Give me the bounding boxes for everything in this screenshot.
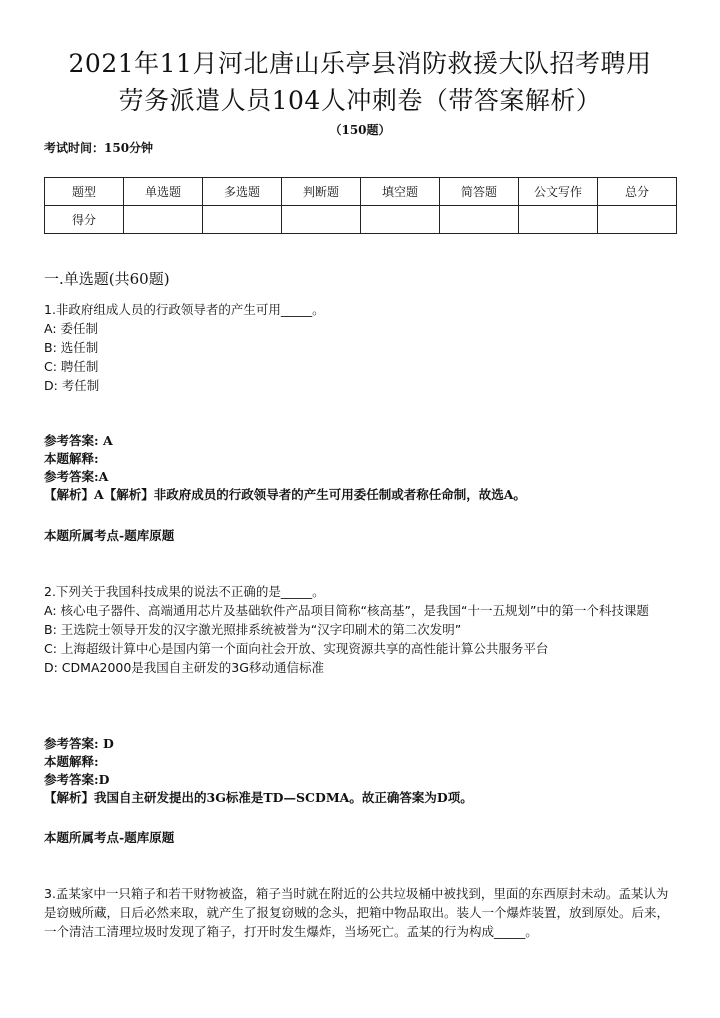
- score-input-cell[interactable]: [598, 206, 677, 234]
- analysis-label: 本题解释:: [44, 754, 99, 769]
- answer-block-2: [44, 735, 684, 807]
- score-input-cell[interactable]: [519, 206, 598, 234]
- reference-answer-repeat: 参考答案:A: [44, 469, 109, 484]
- score-cell: 题型: [45, 178, 124, 206]
- question-stem: 3.孟某家中一只箱子和若干财物被盗，箱子当时就在附近的公共垃圾桶中被找到，里面的东西原封未动。孟某认为是窃贼所藏，日后必然来取，就产生了报复窃贼的念头，把箱中物品取出。装人一个爆炸装置，放到原处。后来，一个清洁工清理垃圾时发现了箱子，打开时发生爆炸，当场死亡。孟某的行为构成_____。: [44, 886, 670, 939]
- section-title: 一.单选题(共60题): [44, 270, 170, 288]
- question-1: [44, 300, 674, 395]
- question-2: [44, 582, 674, 677]
- question-source: 本题所属考点-题库原题: [44, 528, 175, 543]
- option-c: C: 上海超级计算中心是国内第一个面向社会开放、实现资源共享的高性能计算公共服务平台: [44, 641, 549, 656]
- answer-block-1: [44, 432, 684, 504]
- option-a: A: 委任制: [44, 321, 99, 336]
- option-c: C: 聘任制: [44, 359, 99, 374]
- exam-time: 考试时间：150分钟: [44, 141, 154, 155]
- score-cell: 总分: [598, 178, 677, 206]
- score-table-score-row: [45, 206, 677, 234]
- reference-answer: 参考答案: D: [44, 736, 114, 751]
- score-table-header-row: [45, 178, 677, 206]
- question-stem: 2.下列关于我国科技成果的说法不正确的是_____。: [44, 584, 325, 599]
- score-input-cell[interactable]: [361, 206, 440, 234]
- document-title-line2: 劳务派遣人员104人冲刺卷（带答案解析）: [118, 86, 602, 115]
- question-3: [44, 884, 674, 941]
- score-table: [44, 177, 677, 234]
- score-input-cell[interactable]: [282, 206, 361, 234]
- score-cell: 单选题: [124, 178, 203, 206]
- option-b: B: 王选院士领导开发的汉字激光照排系统被誉为“汉字印刷术的第二次发明”: [44, 622, 462, 637]
- question-source: 本题所属考点-题库原题: [44, 830, 175, 845]
- question-count: （150题）: [329, 123, 391, 137]
- score-input-cell[interactable]: [124, 206, 203, 234]
- question-stem: 1.非政府组成人员的行政领导者的产生可用_____。: [44, 302, 325, 317]
- reference-answer: 参考答案: A: [44, 433, 113, 448]
- score-cell: 填空题: [361, 178, 440, 206]
- option-b: B: 选任制: [44, 340, 99, 355]
- score-cell: 简答题: [440, 178, 519, 206]
- score-input-cell[interactable]: [440, 206, 519, 234]
- score-input-cell[interactable]: [203, 206, 282, 234]
- score-cell: 多选题: [203, 178, 282, 206]
- explanation: 【解析】A【解析】非政府成员的行政领导者的产生可用委任制或者称任命制，故选A。: [44, 487, 526, 502]
- score-cell: 公文写作: [519, 178, 598, 206]
- option-a: A: 核心电子器件、高端通用芯片及基础软件产品项目简称“核高基”，是我国“十一五规划”中的第一个科技课题: [44, 603, 649, 618]
- analysis-label: 本题解释:: [44, 451, 99, 466]
- explanation: 【解析】我国自主研发提出的3G标准是TD—SCDMA。故正确答案为D项。: [44, 790, 473, 805]
- option-d: D: 考任制: [44, 378, 100, 393]
- option-d: D: CDMA2000是我国自主研发的3G移动通信标准: [44, 660, 324, 675]
- reference-answer-repeat: 参考答案:D: [44, 772, 110, 787]
- score-cell: 判断题: [282, 178, 361, 206]
- document-title-line1: 2021年11月河北唐山乐亭县消防救援大队招考聘用: [68, 49, 652, 78]
- score-row-label: 得分: [45, 206, 124, 234]
